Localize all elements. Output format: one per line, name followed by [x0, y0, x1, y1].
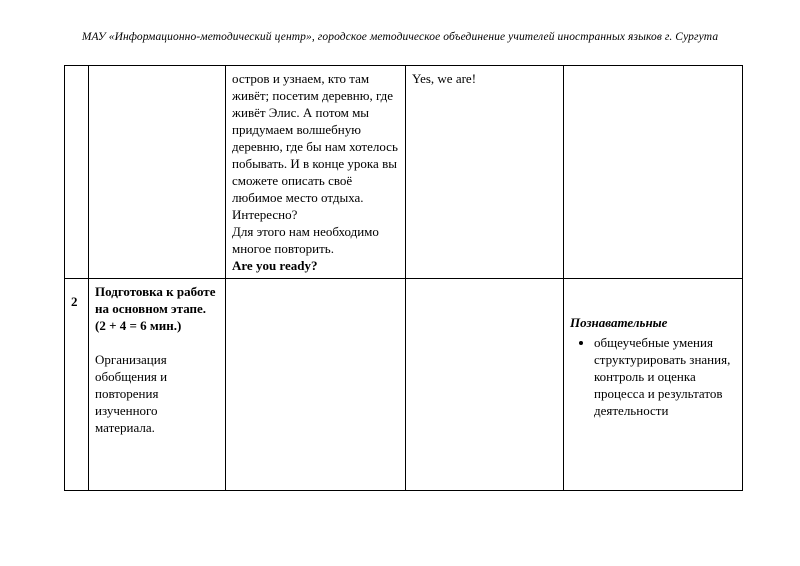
- cell-stage-number: [65, 279, 89, 491]
- uud-category-heading: Познавательные: [570, 315, 668, 330]
- running-header: МАУ «Информационно-методический центр», городское методическое объединение учителей иностранных языков г. Сургута: [81, 31, 719, 43]
- cell-teacher-activity: [226, 66, 406, 279]
- cell-pupils-activity: [406, 66, 564, 279]
- stage-number: 2: [71, 294, 78, 309]
- stage-duration: (2 + 4 = 6 мин.): [95, 318, 182, 333]
- table-row-stage-1-continued: [65, 66, 743, 279]
- pupils-answer: Yes, we are!: [412, 71, 477, 86]
- cell-uud-empty: [564, 66, 743, 279]
- table-row-stage-2: [65, 279, 743, 491]
- cell-stage-info: [89, 279, 226, 491]
- cell-teacher-activity-empty: [226, 279, 406, 491]
- stage-title: Подготовка к работе на основном этапе.: [95, 284, 216, 316]
- uud-bullet-item: • общеучебные умения структурировать знания, контроль и оценка процесса и результатов деятельности: [594, 334, 736, 419]
- cell-uud: [564, 279, 743, 491]
- uud-bullet-list: [570, 334, 736, 419]
- teacher-speech-line: Для этого нам необходимо многое повторить.: [232, 224, 379, 256]
- lesson-plan-table: [64, 65, 743, 491]
- cell-stage-number-empty: [65, 66, 89, 279]
- stage-description: Организация обобщения и повторения изученного материала.: [95, 352, 168, 435]
- cell-pupils-activity-empty: [406, 279, 564, 491]
- teacher-question-english: Are you ready?: [232, 258, 318, 273]
- teacher-speech-paragraph: остров и узнаем, кто там живёт; посетим деревню, где живёт Элис. А потом мы придумаем волшебную деревню, где бы нам хотелось побывать. И в конце урока вы сможете описать своё любимое место отдыха. Интересно?: [232, 71, 398, 222]
- cell-stage-info-empty: [89, 66, 226, 279]
